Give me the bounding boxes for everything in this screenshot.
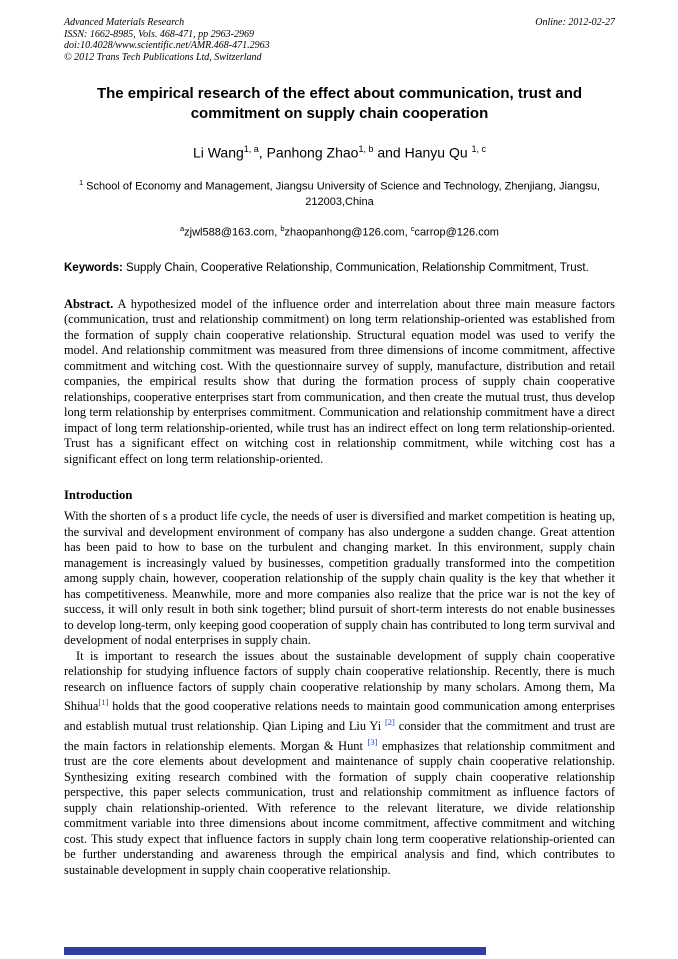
abstract-block (64, 297, 615, 468)
citation-ref-1[interactable]: [1] (98, 697, 109, 708)
author-name-1: Li Wang (192, 145, 244, 162)
email-separator-2: , (404, 226, 411, 239)
abstract-label: Abstract. (64, 296, 114, 311)
email-marker-b: b (280, 223, 285, 233)
email-separator-1: , (274, 226, 281, 239)
footer-banner (64, 947, 486, 955)
author-affiliation-marker-1: 1, a (243, 144, 259, 155)
affiliation-line (64, 175, 615, 210)
online-date: Online: 2012-02-27 (535, 17, 615, 28)
email-address-b: zhaopanhong@126.com (284, 226, 405, 239)
authors-line (64, 140, 615, 162)
author-affiliation-marker-2: 1, b (358, 144, 374, 155)
author-separator-1: , (258, 145, 267, 162)
abstract-text: A hypothesized model of the influence order and interrelation about three main measure factors (communication, trust and relationship commitment) on long term relationship-oriented was established from the formation of supply chain cooperative relationship. Structural equation model was used to verify the model. And relationship commitment was measured from three dimensions of income commitment, affective commitment and witching cost. With the questionnaire survey of supply, manufacture, distribution and retail companies, the empirical results show that during the formation process of supply chain cooperative relationships, cooperative enterprises start from communication, and then create the mutual trust, thus develop long term relationship by enterprises commitment. Communication and relationship commitment have a direct impact of long term relationship-oriented, while trust has an indirect effect on long term relationship-oriented. Trust has a significant effect on witching cost in relationship commitment, while witching cost has a significant effect on long term relationship-oriented. (64, 296, 615, 466)
keywords-block (64, 261, 615, 277)
paper-title: The empirical research of the effect about communication, trust and commitment on supply chain cooperation (96, 85, 583, 123)
email-marker-a: a (180, 223, 185, 233)
introduction-paragraph-2 (64, 649, 615, 878)
affiliation-text: School of Economy and Management, Jiangsu University of Science and Technology, Zhenjiang, Jiangsu, 212003,China (83, 180, 601, 208)
journal-info-block (64, 17, 270, 63)
affiliation-marker: 1 (78, 178, 84, 188)
journal-issn-line: ISSN: 1662-8985, Vols. 468-471, pp 2963-2969 (64, 28, 254, 40)
email-address-c: carrop@126.com (414, 226, 499, 239)
citation-ref-2[interactable]: [2] (384, 716, 395, 727)
emails-line (64, 222, 615, 240)
introduction-heading: Introduction (64, 488, 133, 503)
paragraph-2-text-1: It is important to research the issues about the sustainable development of supply chain cooperative relationship for studying influence factors of supply chain cooperative relationship. Recently, there is much research on influence factors of supply chain cooperative relationship by many scholars. Among them, Ma Shihua (64, 648, 615, 714)
keywords-label: Keywords: (64, 262, 123, 275)
citation-ref-3[interactable]: [3] (367, 736, 378, 747)
author-name-3: Hanyu Qu (404, 145, 472, 162)
journal-copyright-line: © 2012 Trans Tech Publications Ltd, Switzerland (64, 51, 262, 63)
author-name-2: Panhong Zhao (266, 145, 359, 162)
paragraph-2-text-2: holds that the good cooperative relations needs to maintain good communication among enterprises and establish mutual trust relationship. Qian Liping and Liu Yi (64, 699, 615, 734)
paragraph-2-text-3: consider that the commitment and trust are the main factors in relationship elements. Morgan & Hunt (64, 719, 615, 753)
author-separator-2: and (373, 145, 405, 162)
email-marker-c: c (410, 223, 415, 233)
journal-name: Advanced Materials Research (64, 17, 185, 28)
introduction-paragraph-1: With the shorten of s a product life cycle, the needs of user is diversified and market competition is heating up, the survival and development environment of company has also undergone a sudden change. Great attention has been paid to how to base on the turbulent and changing market. In this environment, supply chain management is increasingly valued by businesses, competition gradually transformed into the competition among supply chain, however, cooperation relationship of the supply chain quality is the key that whether it has competitiveness. Meanwhile, more and more companies also realize that the price war is not the key of success, it will only result in both sink together; blind pursuit of short-term interests do not enable businesses to develop long-term, only keeping good cooperation of supply chain has contributed to long term survival and development of nodal enterprises in supply chain. (64, 509, 615, 648)
journal-doi-line: doi:10.4028/www.scientific.net/AMR.468-471.2963 (64, 40, 270, 52)
email-address-a: zjwl588@163.com (184, 226, 275, 239)
author-affiliation-marker-3: 1, c (471, 144, 487, 155)
journal-header (64, 17, 615, 63)
keywords-text: Supply Chain, Cooperative Relationship, Communication, Relationship Commitment, Trust. (122, 262, 589, 275)
paragraph-2-text-4: emphasizes that relationship commitment and trust are the core elements about development and maintenance of supply chain cooperative relationship. Synthesizing exiting research combined with the formation of supply chain cooperative relationship perspective, this paper selects communication, trust and relationship commitment as influence factors of supply chain relationship-oriented. With reference to the relevant literature, we divide relationship commitment variable into three dimensions about income commitment, affective commitment and witching cost. This study expect that influence factors in supply chain long term cooperative relationship-oriented can be further understanding and awareness through the empirical analysis and find, which contributes to sustainable development in supply chain cooperative relationship. (64, 738, 616, 877)
